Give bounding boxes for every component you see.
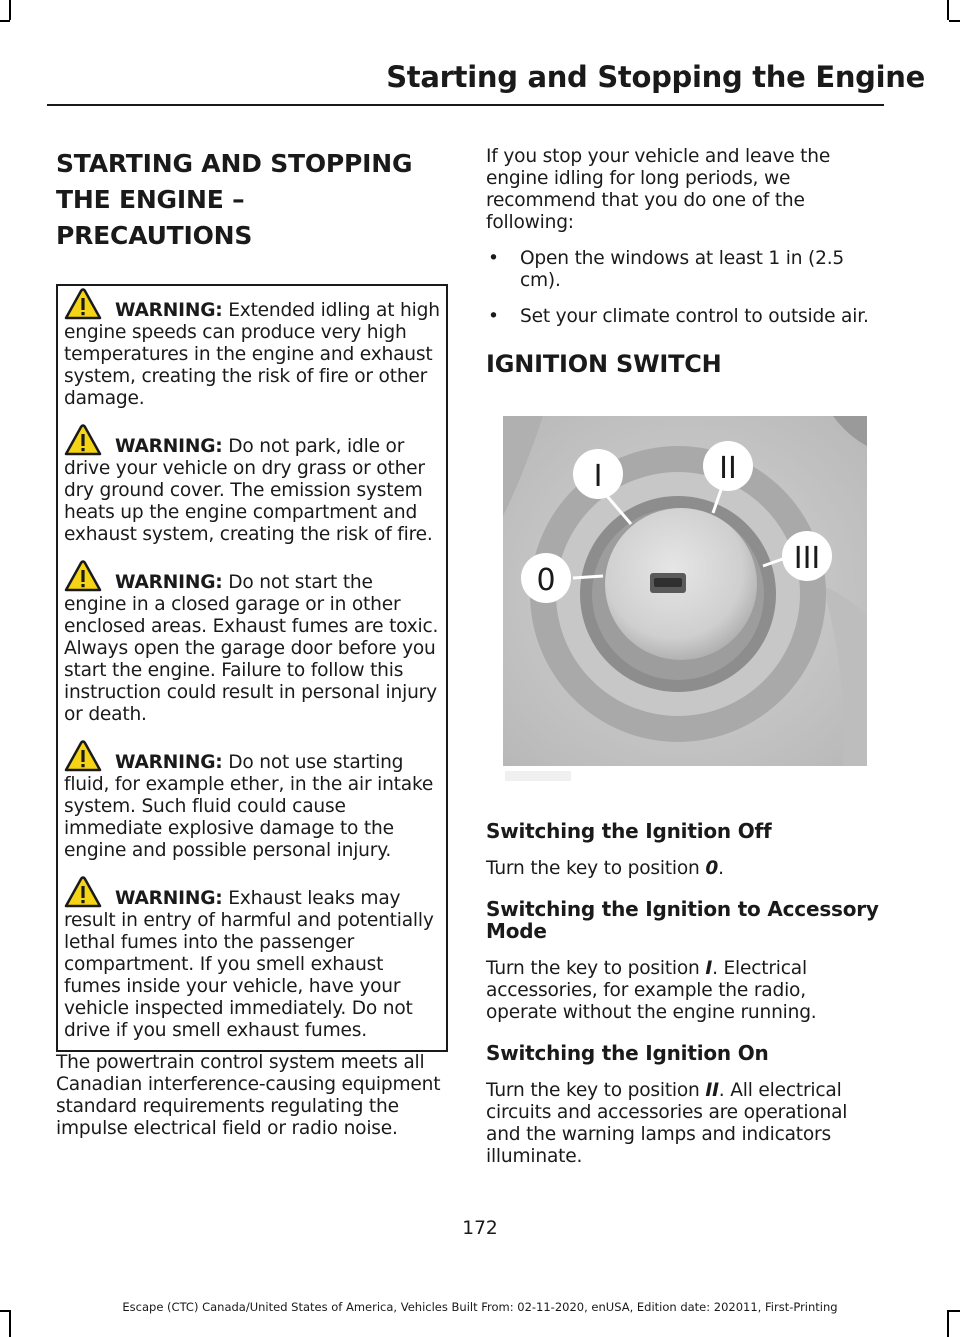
crop-mark [947, 1310, 949, 1337]
warning-text: Do not use starting fluid, for example ether, in the air intake system. Such fluid could cause immediate explosive damage to the engine and possible personal injury. [64, 752, 434, 861]
warning-triangle-icon [64, 288, 114, 320]
warning-triangle-icon [64, 424, 114, 456]
crop-mark [0, 20, 10, 22]
page-header-title: Starting and Stopping the Engine [386, 60, 925, 94]
ignition-off-text: Turn the key to position 0. [486, 858, 724, 879]
warning-item [64, 288, 440, 410]
crop-mark [9, 0, 11, 20]
header-divider [47, 104, 884, 106]
position-start-label: III [793, 541, 821, 576]
list-item [486, 306, 886, 328]
warning-item [64, 560, 440, 726]
position-off-label: 0 [536, 563, 556, 598]
bullet-marker: • [488, 248, 499, 269]
ignition-switch-figure [503, 416, 867, 766]
warning-label: WARNING: [115, 888, 223, 909]
ignition-on-heading: Switching the Ignition On [486, 1041, 769, 1065]
warning-triangle-icon [64, 560, 114, 592]
warning-item [64, 740, 440, 862]
ignition-modes-section [486, 820, 882, 1168]
warning-text: Extended idling at high engine speeds can produce very high temperatures in the engine and exhaust system, creating the risk of fire or other damage. [64, 300, 440, 409]
warning-item [64, 876, 440, 1042]
section-heading-precautions [56, 146, 446, 254]
ignition-on-text: Turn the key to position II. All electrical circuits and accessories are operational and the warning lamps and indicators illuminate. [486, 1080, 848, 1167]
idle-recommendations-list [486, 248, 886, 328]
page-number: 172 [462, 1218, 498, 1239]
ignition-accessory-text: Turn the key to position I. Electrical accessories, for example the radio, operate without the engine running. [486, 958, 817, 1023]
crop-mark [949, 20, 960, 22]
ignition-accessory-heading: Switching the Ignition to Accessory Mode [486, 897, 879, 943]
warning-label: WARNING: [115, 300, 223, 321]
list-item [486, 248, 886, 292]
left-column [56, 146, 446, 1140]
crop-mark [947, 0, 949, 20]
position-acc-label: I [593, 459, 603, 494]
bullet-text: Open the windows at least 1 in (2.5 cm). [520, 248, 845, 291]
powertrain-paragraph: The powertrain control system meets all Canadian interference-causing equipment standard requirements regulating the impulse electrical field or radio noise. [56, 1052, 441, 1139]
warning-label: WARNING: [115, 752, 223, 773]
crop-mark [9, 1310, 11, 1337]
warning-label: WARNING: [115, 436, 223, 457]
warnings-box [56, 284, 448, 1052]
heading-line-2: THE ENGINE – PRECAUTIONS [56, 185, 253, 250]
warning-triangle-icon [64, 876, 114, 908]
bullet-text: Set your climate control to outside air. [520, 306, 869, 327]
ignition-switch-illustration [503, 416, 867, 766]
warning-text: Do not park, idle or drive your vehicle on dry grass or other dry ground cover. The emission system heats up the engine compartment and exhaust system, creating the risk of fire. [64, 436, 433, 545]
warning-text: Exhaust leaks may result in entry of harmful and potentially lethal fumes into the passenger compartment. If you smell exhaust fumes inside your vehicle, have your vehicle inspected immediately. Do not drive if you smell exhaust fumes. [64, 888, 434, 1041]
heading-line-1: STARTING AND STOPPING [56, 149, 413, 178]
warning-label: WARNING: [115, 572, 223, 593]
idle-intro-paragraph: If you stop your vehicle and leave the engine idling for long periods, we recommend that you do one of the following: [486, 146, 831, 233]
warning-text: Do not start the engine in a closed garage or in other enclosed areas. Exhaust fumes are toxic. Always open the garage door before you start the engine. Failure to follow this instruction could result in personal injury or death. [64, 572, 439, 725]
right-column [486, 146, 886, 378]
bullet-marker: • [488, 306, 499, 327]
ignition-off-heading: Switching the Ignition Off [486, 819, 772, 843]
position-on-label: II [719, 451, 737, 486]
ignition-switch-heading: IGNITION SWITCH [486, 350, 722, 378]
page-footer: Escape (CTC) Canada/United States of America, Vehicles Built From: 02-11-2020, enUSA, Edition date: 202011, First-Printing [122, 1300, 838, 1314]
warning-item [64, 424, 440, 546]
warning-triangle-icon [64, 740, 114, 772]
figure-id-mark [505, 771, 571, 781]
